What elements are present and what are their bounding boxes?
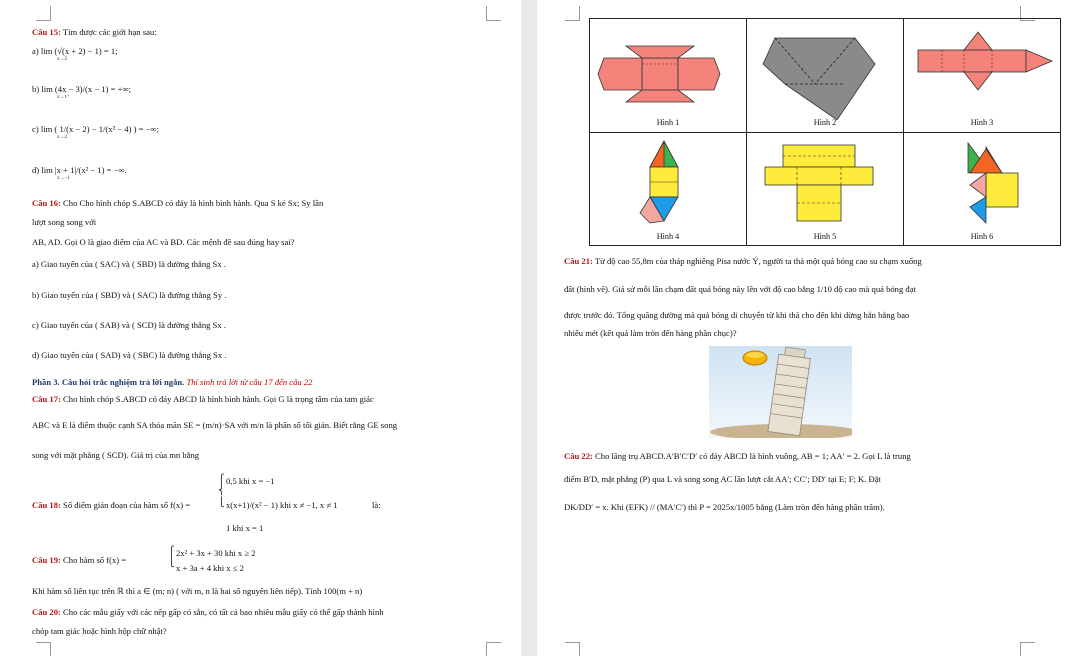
q18-case3: 1 khi x = 1 <box>226 523 264 533</box>
q18-text: Số điểm gián đoạn của hàm số f(x) = <box>63 500 191 510</box>
q22-text3: DK/DD′ = x. Khi (EFK) // (MA′C′) thì P = 2025x/1005 bằng (Làm tròn đến hàng phần trăm). <box>564 502 885 512</box>
q17-text3: song với mặt phẳng ( SCD). Giá trị của mn bằng <box>32 450 200 460</box>
figure-caption-2: Hình 2 <box>813 118 837 128</box>
q16-a: a) Giao tuyến của ( SAC) và ( SBD) là đường thẳng Sx . <box>32 259 226 269</box>
q18-case1: 0,5 khi x = −1 <box>226 476 275 486</box>
q20-text1: Cho các mẫu giấy với các nếp gấp có sẵn, có tất cả bao nhiêu mẫu giấy có thể gấp thành hình <box>63 607 384 617</box>
q21-text1: Từ độ cao 55,8m của tháp nghiêng Pisa nước Ý, người ta thả một quả bóng cao su chạm xuống <box>594 256 922 266</box>
part3-line <box>32 377 312 388</box>
net-figure-5 <box>747 137 903 237</box>
q15-a-sub: x→2 <box>57 57 67 62</box>
q16-title: Câu 16: <box>32 198 61 208</box>
q22-line1 <box>564 451 911 462</box>
q19-text: Cho hàm số f(x) = <box>63 555 127 565</box>
q17-line1 <box>32 394 374 405</box>
q19-case2: x + 3a + 4 khi x ≤ 2 <box>176 563 244 573</box>
q15-c-sub: x→2 <box>57 135 67 140</box>
q15-b: b) lim (4x − 3)/(x − 1) = +∞; <box>32 84 132 94</box>
nets-figure-table <box>589 18 1061 246</box>
net-figure-2 <box>747 24 903 124</box>
q16-text2: lượt song song với <box>32 217 97 227</box>
crop-mark <box>36 642 51 656</box>
right-page <box>537 0 1072 656</box>
q15-title: Câu 15: <box>32 27 61 37</box>
crop-mark <box>1020 642 1035 656</box>
net-figure-3 <box>904 24 1060 124</box>
q19-line2: Khi hàm số liên tục trên ℝ thì a ∈ (m; n) ( với m, n là hai số nguyên liên tiếp). Tính 100(m + n) <box>32 586 363 596</box>
figure-cell-5 <box>747 132 904 246</box>
q16-b: b) Giao tuyến của ( SBD) và ( SAC) là đường thẳng Sy . <box>32 290 227 300</box>
crop-mark <box>565 6 580 21</box>
q18-brace: ⎧ ⎨ ⎩ <box>218 474 225 507</box>
part3-heading: Phần 3. Câu hỏi trắc nghiệm trả lời ngắn. <box>32 377 185 387</box>
crop-mark <box>36 6 51 21</box>
q15-b-sub: x→1⁺ <box>57 95 70 100</box>
left-page <box>0 0 521 656</box>
q15-text: Tìm được các giới hạn sau: <box>62 27 157 37</box>
q21-line1 <box>564 256 922 267</box>
figure-cell-6 <box>904 132 1061 246</box>
q20-line1 <box>32 607 384 618</box>
figure-caption-3: Hình 3 <box>970 118 994 128</box>
q22-title: Câu 22: <box>564 451 593 461</box>
q22-text1: Cho lăng trụ ABCD.A′B′C′D′ có đáy ABCD là hình vuông, AB = 1; AA′ = 2. Gọi L là trung <box>595 451 911 461</box>
q17-text2: ABC và E là điểm thuộc cạnh SA thỏa mãn SE = (m/n)·SA với m/n là phân số tối giản. Biết rằng GE song <box>32 420 398 430</box>
q21-text2: đất (hình vẽ). Giả sử mỗi lần chạm đất quả bóng này lên với độ cao bằng 1/10 độ cao mà quả bóng đạt <box>564 284 916 294</box>
figure-cell-2 <box>747 19 904 133</box>
q16-c: c) Giao tuyến của ( SAB) và ( SCD) là đường thẳng Sx . <box>32 320 226 330</box>
net-figure-1 <box>590 24 746 124</box>
q19-line <box>32 555 126 566</box>
figure-cell-3 <box>904 19 1061 133</box>
crop-mark <box>486 6 501 21</box>
q16-line1 <box>32 198 323 209</box>
q18-tail: là: <box>372 500 381 510</box>
figure-caption-4: Hình 4 <box>656 231 680 241</box>
q21-text3: được trước đó. Tổng quãng đường mà quả bóng di chuyển từ khi thả cho đến khi dừng hẳn bằng bao <box>564 310 910 320</box>
q20-text2: chóp tam giác hoặc hình hộp chữ nhật? <box>32 626 167 636</box>
net-figure-4 <box>590 137 746 237</box>
q16-text3: AB, AD. Gọi O là giao điểm của AC và BD. Các mệnh đề sau đúng hay sai? <box>32 237 295 247</box>
q19-brace: ⎧ ⎩ <box>168 546 175 568</box>
part3-note: Thí sinh trả lời từ câu 17 đến câu 22 <box>184 377 313 387</box>
q17-title: Câu 17: <box>32 394 61 404</box>
q17-text1: Cho hình chóp S.ABCD có đáy ABCD là hình bình hành. Gọi G là trọng tâm của tam giác <box>63 394 374 404</box>
q19-case1: 2x² + 3x + 30 khi x ≥ 2 <box>176 548 256 558</box>
q15-a: a) lim (√(x + 2) − 1) = 1; <box>32 46 118 56</box>
q15-d-sub: x→−1 <box>57 176 70 181</box>
crop-mark <box>565 642 580 656</box>
figure-caption-6: Hình 6 <box>970 231 994 241</box>
figure-caption-5: Hình 5 <box>813 231 837 241</box>
figure-cell-4 <box>590 132 747 246</box>
q18-title: Câu 18: <box>32 500 61 510</box>
q15-c: c) lim ( 1/(x − 2) − 1/(x² − 4) ) = −∞; <box>32 124 159 134</box>
q21-title: Câu 21: <box>564 256 593 266</box>
q16-text1: Cho Cho hình chóp S.ABCD có đáy là hình bình hành. Qua S kẻ Sx; Sy lần <box>63 198 324 208</box>
q22-text2: điểm B′D, mặt phẳng (P) qua L và song song AC lần lượt cắt AA′; CC′; DD′ tại E; F; K. Đặt <box>564 474 881 484</box>
pisa-tower-image <box>709 346 852 438</box>
q15-d: d) lim |x + 1|/(x² − 1) = −∞. <box>32 165 127 175</box>
q19-title: Câu 19: <box>32 555 61 565</box>
net-figure-6 <box>904 137 1060 237</box>
figure-cell-1 <box>590 19 747 133</box>
q18-case2: x(x+1)/(x² − 1) khi x ≠ −1, x ≠ 1 <box>226 500 338 510</box>
q21-text4: nhiêu mét (kết quả làm tròn đến hàng phần chục)? <box>564 328 737 338</box>
crop-mark <box>486 642 501 656</box>
q16-d: d) Giao tuyến của ( SAD) và ( SBC) là đường thẳng Sx . <box>32 350 227 360</box>
figure-caption-1: Hình 1 <box>656 118 680 128</box>
q15-line <box>32 27 157 38</box>
q18-line <box>32 500 190 511</box>
q20-title: Câu 20: <box>32 607 61 617</box>
